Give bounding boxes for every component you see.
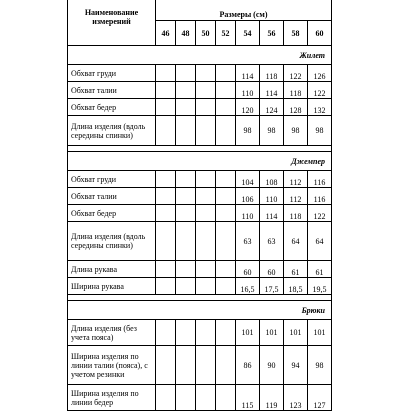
value-cell — [176, 320, 196, 346]
value-cell: 114 — [260, 205, 284, 222]
value-cell — [156, 171, 176, 188]
value-cell: 110 — [236, 205, 260, 222]
value-cell: 61 — [308, 261, 332, 278]
value-cell — [196, 278, 216, 295]
value-cell: 128 — [284, 99, 308, 116]
value-cell — [196, 205, 216, 222]
size-cell: 58 — [284, 21, 308, 46]
value-cell — [216, 99, 236, 116]
value-cell: 118 — [284, 82, 308, 99]
value-cell: 98 — [260, 116, 284, 146]
value-cell: 122 — [308, 205, 332, 222]
size-cell: 56 — [260, 21, 284, 46]
measurement-name: Длина изделия (вдоль середины спинки) — [68, 222, 156, 261]
measurement-name: Обхват талии — [68, 82, 156, 99]
size-table — [67, 0, 332, 411]
value-cell — [196, 346, 216, 385]
value-cell: 118 — [284, 205, 308, 222]
value-cell — [176, 171, 196, 188]
section-title: Жилет — [68, 46, 332, 65]
value-cell: 118 — [260, 65, 284, 82]
value-cell: 64 — [284, 222, 308, 261]
measure-name-header: Наименование измерений — [68, 0, 156, 46]
value-cell — [156, 222, 176, 261]
value-cell — [216, 116, 236, 146]
value-cell — [176, 205, 196, 222]
value-cell: 108 — [260, 171, 284, 188]
value-cell — [156, 261, 176, 278]
value-cell: 116 — [308, 171, 332, 188]
value-cell — [156, 82, 176, 99]
value-cell — [216, 278, 236, 295]
value-cell — [176, 346, 196, 385]
measurement-row — [68, 346, 332, 385]
size-cell: 60 — [308, 21, 332, 46]
measurement-name: Ширина изделия по линии талии (пояса), с учетом резинки — [68, 346, 156, 385]
measurement-row — [68, 278, 332, 295]
size-cell: 54 — [236, 21, 260, 46]
measurement-row — [68, 320, 332, 346]
value-cell: 17,5 — [260, 278, 284, 295]
value-cell: 60 — [236, 261, 260, 278]
sizes-header: Размеры (см) — [156, 0, 332, 21]
value-cell — [216, 205, 236, 222]
size-cell: 48 — [176, 21, 196, 46]
section-title-row — [68, 301, 332, 320]
value-cell: 101 — [308, 320, 332, 346]
value-cell — [156, 320, 176, 346]
value-cell — [216, 320, 236, 346]
value-cell — [176, 82, 196, 99]
measurement-row — [68, 188, 332, 205]
value-cell: 119 — [260, 385, 284, 411]
value-cell — [196, 188, 216, 205]
value-cell: 98 — [308, 116, 332, 146]
value-cell: 124 — [260, 99, 284, 116]
measurement-row — [68, 99, 332, 116]
value-cell — [216, 346, 236, 385]
value-cell: 114 — [260, 82, 284, 99]
value-cell — [196, 385, 216, 411]
value-cell — [176, 278, 196, 295]
value-cell — [176, 65, 196, 82]
value-cell: 114 — [236, 65, 260, 82]
value-cell: 90 — [260, 346, 284, 385]
measurement-row — [68, 116, 332, 146]
measurement-row — [68, 385, 332, 411]
value-cell: 112 — [284, 171, 308, 188]
value-cell — [156, 385, 176, 411]
value-cell: 63 — [236, 222, 260, 261]
value-cell: 19,5 — [308, 278, 332, 295]
value-cell: 86 — [236, 346, 260, 385]
value-cell: 127 — [308, 385, 332, 411]
measurement-name: Обхват груди — [68, 171, 156, 188]
header-row — [68, 0, 332, 21]
value-cell: 101 — [284, 320, 308, 346]
value-cell — [196, 171, 216, 188]
value-cell — [216, 261, 236, 278]
value-cell: 122 — [308, 82, 332, 99]
value-cell — [196, 222, 216, 261]
value-cell: 122 — [284, 65, 308, 82]
value-cell — [216, 385, 236, 411]
value-cell — [196, 116, 216, 146]
value-cell: 120 — [236, 99, 260, 116]
value-cell — [196, 65, 216, 82]
value-cell — [156, 116, 176, 146]
value-cell: 101 — [236, 320, 260, 346]
value-cell: 98 — [236, 116, 260, 146]
value-cell: 115 — [236, 385, 260, 411]
value-cell — [196, 261, 216, 278]
value-cell — [176, 116, 196, 146]
value-cell: 104 — [236, 171, 260, 188]
measurement-name: Длина изделия (вдоль середины спинки) — [68, 116, 156, 146]
measurement-row — [68, 171, 332, 188]
value-cell: 61 — [284, 261, 308, 278]
measurement-name: Обхват бедер — [68, 205, 156, 222]
value-cell — [216, 188, 236, 205]
value-cell: 16,5 — [236, 278, 260, 295]
value-cell: 126 — [308, 65, 332, 82]
value-cell: 98 — [284, 116, 308, 146]
value-cell — [216, 222, 236, 261]
value-cell — [156, 188, 176, 205]
measurement-name: Длина рукава — [68, 261, 156, 278]
value-cell: 98 — [308, 346, 332, 385]
value-cell: 63 — [260, 222, 284, 261]
value-cell — [156, 65, 176, 82]
value-cell — [196, 99, 216, 116]
value-cell — [196, 82, 216, 99]
size-cell: 52 — [216, 21, 236, 46]
section-title: Брюки — [68, 301, 332, 320]
value-cell — [216, 82, 236, 99]
value-cell — [176, 222, 196, 261]
value-cell: 60 — [260, 261, 284, 278]
size-cell: 50 — [196, 21, 216, 46]
value-cell — [176, 385, 196, 411]
measurement-row — [68, 65, 332, 82]
measurement-name: Обхват бедер — [68, 99, 156, 116]
measurement-row — [68, 82, 332, 99]
measurement-name: Ширина изделия по линии бедер — [68, 385, 156, 411]
value-cell: 132 — [308, 99, 332, 116]
value-cell: 116 — [308, 188, 332, 205]
measurement-row — [68, 261, 332, 278]
value-cell: 110 — [260, 188, 284, 205]
value-cell — [156, 346, 176, 385]
value-cell: 123 — [284, 385, 308, 411]
value-cell: 94 — [284, 346, 308, 385]
measurement-name: Длина изделия (без учета пояса) — [68, 320, 156, 346]
section-title-row — [68, 152, 332, 171]
value-cell — [176, 188, 196, 205]
value-cell — [176, 261, 196, 278]
value-cell: 112 — [284, 188, 308, 205]
section-title-row — [68, 46, 332, 65]
value-cell — [156, 278, 176, 295]
measurement-name: Обхват талии — [68, 188, 156, 205]
value-cell: 106 — [236, 188, 260, 205]
value-cell — [216, 65, 236, 82]
value-cell — [176, 99, 196, 116]
measurement-name: Обхват груди — [68, 65, 156, 82]
value-cell — [156, 205, 176, 222]
measurement-name: Ширина рукава — [68, 278, 156, 295]
value-cell: 18,5 — [284, 278, 308, 295]
value-cell — [216, 171, 236, 188]
size-cell: 46 — [156, 21, 176, 46]
section-title: Джемпер — [68, 152, 332, 171]
value-cell — [156, 99, 176, 116]
value-cell — [196, 320, 216, 346]
value-cell: 101 — [260, 320, 284, 346]
value-cell: 64 — [308, 222, 332, 261]
value-cell: 110 — [236, 82, 260, 99]
measurement-row — [68, 222, 332, 261]
measurement-row — [68, 205, 332, 222]
